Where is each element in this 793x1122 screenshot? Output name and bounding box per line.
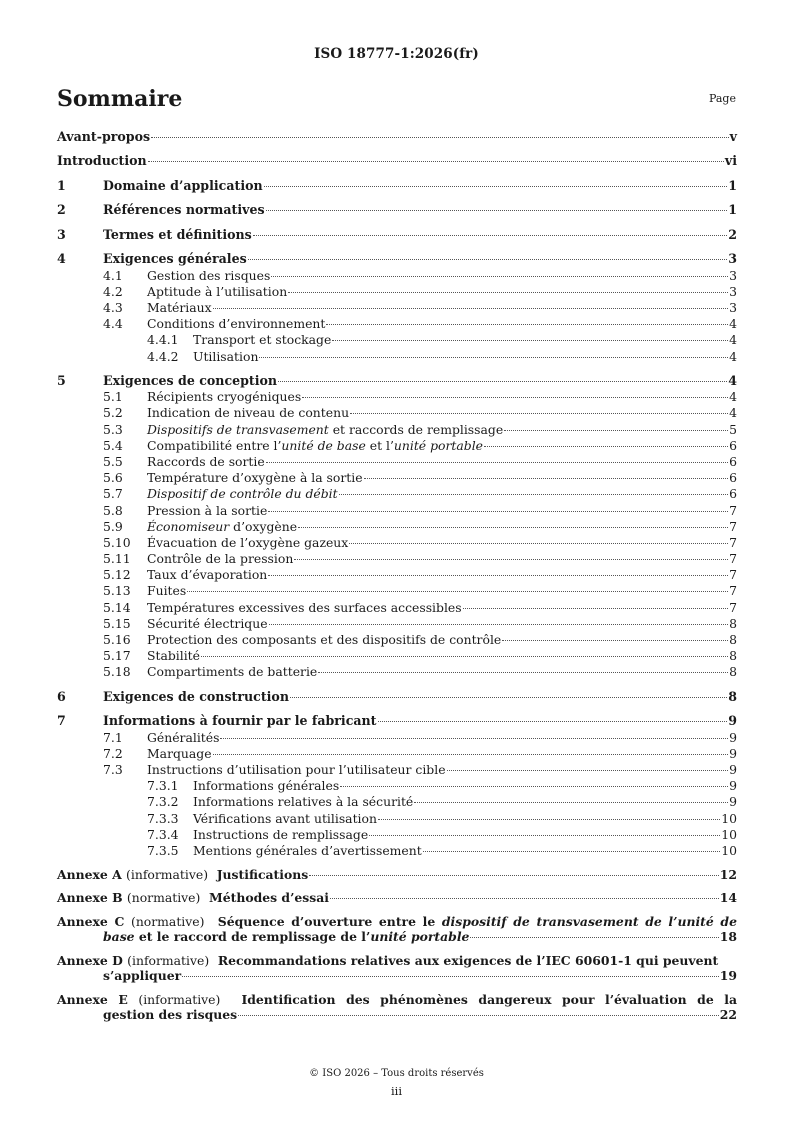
toc-entry-7-2[interactable]: 7.2 Marquage 9	[103, 745, 737, 761]
toc-entry-5-8[interactable]: 5.8 Pression à la sortie 7	[103, 502, 737, 518]
toc-entry-5-5[interactable]: 5.5 Raccords de sortie 6	[103, 453, 737, 469]
toc-entry-4-1[interactable]: 4.1 Gestion des risques 3	[103, 267, 737, 283]
toc-entry-5-16[interactable]: 5.16 Protection des composants et des dispositifs de contrôle 8	[103, 632, 737, 648]
toc-entry-7[interactable]: 7 Informations à fournir par le fabricant 9	[57, 713, 737, 729]
copyright-footer: © ISO 2026 – Tous droits réservés	[309, 1068, 484, 1079]
toc-entry-5-10[interactable]: 5.10 Évacuation de l’oxygène gazeux 7	[103, 534, 737, 550]
toc-entry-5-6[interactable]: 5.6 Température d’oxygène à la sortie 6	[103, 470, 737, 486]
toc-entry-4[interactable]: 4 Exigences générales 3	[57, 251, 737, 267]
toc-entry-6[interactable]: 6 Exigences de construction 8	[57, 688, 737, 704]
toc-entry-annex-a[interactable]: Annexe A (informative) Justifications 12	[57, 867, 737, 883]
page-number: iii	[390, 1084, 403, 1098]
toc-entry-7-1[interactable]: 7.1 Généralités 9	[103, 729, 737, 745]
toc-entry-annex-e[interactable]: Annexe E (informative) Identification des phénomènes dangereux pour l’évaluation de la gestion des risques 22	[57, 991, 737, 1022]
toc-entry-5-17[interactable]: 5.17 Stabilité 8	[103, 648, 737, 664]
toc-entry-5-13[interactable]: 5.13 Fuites 7	[103, 583, 737, 599]
toc-entry-5-4[interactable]: 5.4 Compatibilité entre l’unité de base et l’unité portable 6	[103, 437, 737, 453]
toc-entry-7-3-4[interactable]: 7.3.4 Instructions de remplissage 10	[147, 826, 737, 842]
toc-entry-7-3-3[interactable]: 7.3.3 Vérifications avant utilisation 10	[147, 810, 737, 826]
toc-entry-5-18[interactable]: 5.18 Compartiments de batterie 8	[103, 664, 737, 680]
toc-entry-4-2[interactable]: 4.2 Aptitude à l’utilisation 3	[103, 283, 737, 299]
toc-entry-introduction[interactable]: Introduction vi	[57, 153, 737, 169]
page-title: Sommaire	[57, 86, 183, 112]
document-id-header: ISO 18777-1:2026(fr)	[314, 46, 479, 62]
toc-entry-7-3-5[interactable]: 7.3.5 Mentions générales d’avertissement 10	[147, 842, 737, 858]
page-column-label: Page	[708, 92, 736, 105]
toc-entry-4-4-1[interactable]: 4.4.1 Transport et stockage 4	[147, 332, 737, 348]
toc-entry-5-11[interactable]: 5.11 Contrôle de la pression 7	[103, 551, 737, 567]
toc-entry-7-3[interactable]: 7.3 Instructions d’utilisation pour l’utilisateur cible 9	[103, 761, 737, 777]
toc-entry-1[interactable]: 1 Domaine d’application 1	[57, 177, 737, 193]
toc-entry-annex-d[interactable]: Annexe D (informative) Recommandations relatives aux exigences de l’IEC 60601-1 qui peuvent s’appliquer 19	[57, 952, 737, 984]
toc-entry-2[interactable]: 2 Références normatives 1	[57, 202, 737, 218]
toc-entry-annex-b[interactable]: Annexe B (normative) Méthodes d’essai 14	[57, 890, 737, 906]
toc-entry-4-4-2[interactable]: 4.4.2 Utilisation 4	[147, 348, 737, 364]
toc-entry-5-9[interactable]: 5.9 Économiseur d’oxygène 7	[103, 518, 737, 534]
toc-entry-5-15[interactable]: 5.15 Sécurité électrique 8	[103, 615, 737, 631]
toc-entry-5-1[interactable]: 5.1 Récipients cryogéniques 4	[103, 389, 737, 405]
toc-entry-4-4[interactable]: 4.4 Conditions d’environnement 4	[103, 316, 737, 332]
toc-entry-7-3-2[interactable]: 7.3.2 Informations relatives à la sécurité 9	[147, 794, 737, 810]
toc-entry-5-2[interactable]: 5.2 Indication de niveau de contenu 4	[103, 405, 737, 421]
toc-entry-5-3[interactable]: 5.3 Dispositifs de transvasement et raccords de remplissage 5	[103, 421, 737, 437]
toc-entry-5-14[interactable]: 5.14 Températures excessives des surfaces accessibles 7	[103, 599, 737, 615]
toc-entry-4-3[interactable]: 4.3 Matériaux 3	[103, 299, 737, 315]
toc-entry-annex-c[interactable]: Annexe C (normative) Séquence d’ouverture entre le dispositif de transvasement de l’unité de base et le raccord de remplissage de l’unité portable 18	[57, 913, 737, 945]
toc-entry-3[interactable]: 3 Termes et définitions 2	[57, 226, 737, 242]
toc-entry-5-7[interactable]: 5.7 Dispositif de contrôle du débit 6	[103, 486, 737, 502]
table-of-contents	[57, 129, 737, 1022]
toc-entry-avant-propos[interactable]: Avant-propos v	[57, 129, 737, 144]
toc-entry-5-12[interactable]: 5.12 Taux d’évaporation 7	[103, 567, 737, 583]
toc-entry-5[interactable]: 5 Exigences de conception 4	[57, 373, 737, 389]
toc-entry-7-3-1[interactable]: 7.3.1 Informations générales 9	[147, 778, 737, 794]
